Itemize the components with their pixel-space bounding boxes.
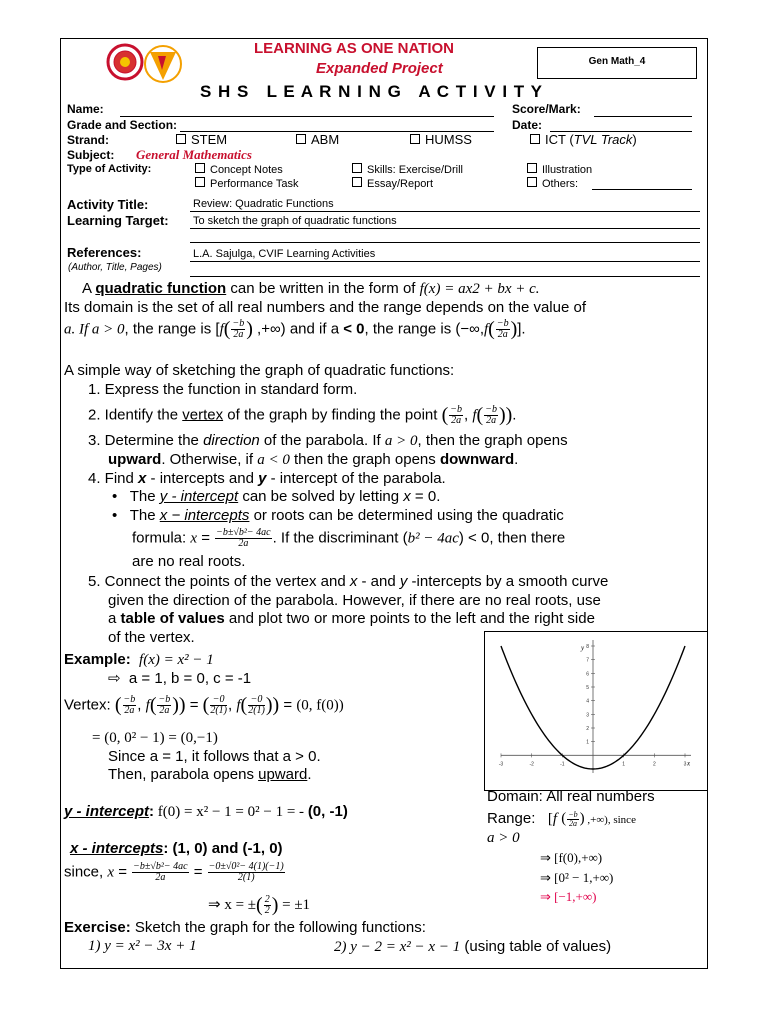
y-axis-label: y [581,644,585,652]
intro-line2: Its domain is the set of all real numbers and the range depends on the value of [64,299,586,316]
activity-type-label: Type of Activity: [67,163,152,175]
exercise-heading: Exercise: Sketch the graph for the following functions: [64,919,426,936]
x-tick-label: 3 [683,761,687,768]
learning-target-label: Learning Target: [67,213,169,228]
checkbox-icon [176,134,186,144]
strand-humss[interactable]: HUMSS [410,132,472,147]
others-field[interactable] [592,189,692,190]
y-tick-label: 2 [586,726,589,732]
name-field[interactable] [120,116,494,117]
y-tick-label: 4 [586,698,589,705]
references-line [190,261,700,262]
blank-line [190,242,700,243]
x-axis-label: x [687,759,691,768]
x-tick-label: 1 [622,761,626,768]
type-performance-task[interactable]: Performance Task [195,177,298,190]
header-line1: LEARNING AS ONE NATION [254,40,455,57]
step-2: 2. Identify the vertex of the graph by finding the point ( $\frac{-b}{2a}$ , f( $\frac{-b}{2a}$ )). [88,404,517,426]
example-x-formula: since, x = $\frac{\text{−b±√b²− 4ac}}{2a}$ = $\frac{\text{−0±√0²− 4(1)(−1)}}{2(1)}$ [64,861,284,883]
activity-title-label: Activity Title: [67,197,149,212]
learning-target-value: To sketch the graph of quadratic functions [193,215,397,227]
example-vertex-line2: = (0, 0² − 1) = (0,−1) [92,730,218,746]
school-logos [106,42,190,86]
checkbox-icon [296,134,306,144]
step-1: 1. Express the function in standard form. [88,381,358,398]
range-step-3: ⇒ [−1,+∞) [540,889,597,904]
domain-text: Domain: All real numbers [487,788,655,805]
graph-frame [484,631,708,791]
y-tick-label: 3 [586,712,589,719]
checkbox-icon [530,134,540,144]
checkbox-icon [410,134,420,144]
y-tick-label: 6 [586,671,589,678]
example-vertex: Vertex: ( $\frac{-b}{2a}$ , f( $\frac{-b}{2a}$ )) = ( $\frac{-0}{2(1)}$ , f( $\frac{-0}{2(1)}$ )) = (0, f(0)) [64,694,344,716]
subject-value: General Mathematics [136,147,252,162]
name-label: Name: [67,102,104,116]
exercise-1: 1) y = x² − 3x + 1 [88,938,197,954]
intro-line1: A quadratic function can be written in the form of f(x) = ax2 + bx + c. [82,280,540,297]
references-line-2 [190,276,700,277]
date-label: Date: [512,118,543,132]
header-line2: Expanded Project [316,60,443,77]
step-4: 4. Find x - intercepts and y - intercept of the parabola. [88,470,446,487]
x-tick-label: -2 [529,761,534,768]
checkbox-icon [527,163,537,173]
x-tick-label: -3 [498,761,504,768]
bullet-x-formula: formula: x = $\frac{\text{−b±√b²− 4ac}}{2a}$ . If the discriminant (b² − 4ac) < 0, then there [132,527,566,549]
step-5-line2: given the direction of the parabola. However, if there are no real roots, use [108,592,601,609]
step-5: 5. Connect the points of the vertex and x - and y -intercepts by a smooth curve [88,573,609,590]
y-tick-label: 7 [586,657,589,664]
subject-label: Subject: [67,148,115,162]
arrow-icon: ⇨ [108,670,121,687]
example-coefficients: ⇨ a = 1, b = 0, c = -1 [108,670,252,687]
strand-ict[interactable]: ICT (TVL Track) [530,132,637,147]
bullet-y-intercept: • The y - intercept can be solved by letting x = 0. [112,488,441,505]
bullet-no-roots: are no real roots. [132,553,246,570]
example-since: Since a = 1, it follows that a > 0. [108,748,321,765]
example-x-final: ⇒ x = ±( $\frac{2}{2}$ ) = ±1 [208,894,311,916]
module-code-box: Gen Math_4 [537,47,697,79]
activity-title-line [190,211,700,212]
range-text: Range: [f ( $\frac{-b}{2a}$ ) ,+∞), since [487,809,636,828]
score-field[interactable] [594,116,692,117]
grade-label: Grade and Section: [67,118,178,132]
intro-line3: a. If a > 0, the range is [f( $\frac{-b}{2a}$ ) ,+∞) and if a < 0, the range is (−∞,f( $\frac{-b}{2a}$ )]. [64,318,526,340]
checkbox-icon [352,177,362,187]
range-condition: a > 0 [487,830,520,846]
example-x-intercepts: x - intercepts: (1, 0) and (-1, 0) [70,840,283,857]
checkbox-icon [527,177,537,187]
checkbox-icon [352,163,362,173]
step-5-line3: a table of values and plot two or more points to the left and the right side [108,610,595,627]
exercise-2: 2) y − 2 = x² − x − 1 (using table of values) [334,938,612,955]
bullet-x-intercepts: • The x − intercepts or roots can be determined using the quadratic [112,507,564,524]
score-label: Score/Mark: [512,102,581,116]
type-illustration[interactable]: Illustration [527,163,592,176]
y-tick-label: 5 [586,685,589,691]
strand-abm[interactable]: ABM [296,132,339,147]
references-value: L.A. Sajulga, CVIF Learning Activities [193,248,376,260]
strand-label: Strand: [67,133,109,147]
checkbox-icon [195,177,205,187]
step-3-line2: upward. Otherwise, if a < 0 then the graph opens downward. [108,451,519,468]
example-y-intercept: y - intercept: f(0) = x² − 1 = 0² − 1 = - (0, -1) [64,803,348,820]
x-tick-label: 2 [652,761,656,768]
step-3: 3. Determine the direction of the parabola. If a > 0, then the graph opens [88,432,568,449]
x-tick-label: -1 [560,761,565,768]
strand-stem[interactable]: STEM [176,132,227,147]
type-concept-notes[interactable]: Concept Notes [195,163,283,176]
type-essay-report[interactable]: Essay/Report [352,177,433,190]
type-skills[interactable]: Skills: Exercise/Drill [352,163,463,176]
steps-heading: A simple way of sketching the graph of quadratic functions: [64,362,455,379]
checkbox-icon [195,163,205,173]
references-label: References: [67,245,142,260]
activity-title-value: Review: Quadratic Functions [193,198,334,210]
range-step-1: ⇒ [f(0),+∞) [540,850,603,865]
y-tick-label: 8 [586,644,589,650]
learning-target-line [190,228,700,229]
page-title: S H S L E A R N I N G A C T I V I T Y [200,82,543,101]
step-5-line4: of the vertex. [108,629,195,646]
parabola-graph [485,632,706,789]
y-tick-label: 1 [586,739,589,746]
references-sub: (Author, Title, Pages) [68,262,162,273]
range-step-2: ⇒ [0² − 1,+∞) [540,870,614,885]
example-heading: Example: f(x) = x² − 1 [64,651,214,668]
example-then: Then, parabola opens upward. [108,766,312,783]
type-others[interactable]: Others: [527,177,578,190]
